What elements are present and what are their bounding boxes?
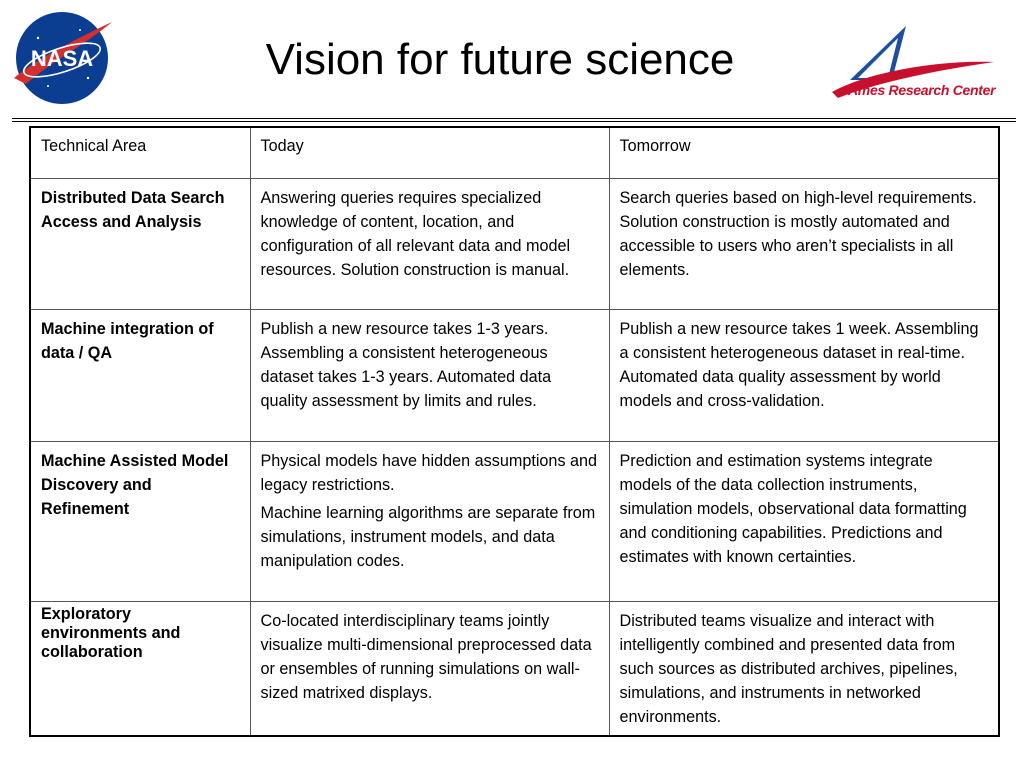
technical-area-cell: Distributed Data Search Access and Analysis: [30, 179, 250, 310]
today-text: Publish a new resource takes 1-3 years. Assembling a consistent heterogeneous dataset takes 1-3 years. Automated data quality assessment by limits and rules.: [260, 320, 552, 410]
tomorrow-cell: [609, 602, 999, 737]
today-cell: [250, 310, 609, 442]
technical-area-cell: Exploratory environments and collaboration: [30, 602, 250, 737]
header-technical-area: Technical Area: [30, 127, 250, 179]
tomorrow-cell: [609, 442, 999, 602]
technical-area-cell: Machine Assisted Model Discovery and Refinement: [30, 442, 250, 602]
tomorrow-text: Search queries based on high-level requirements. Solution construction is mostly automated and accessible to users who aren’t specialists in all elements.: [619, 189, 977, 279]
title-divider-bottom: [12, 121, 1016, 122]
header-today: Today: [250, 127, 609, 179]
table-row: [30, 310, 999, 442]
table-header-row: [30, 127, 999, 179]
tomorrow-cell: [609, 310, 999, 442]
today-text: Answering queries requires specialized knowledge of content, location, and configuration of all relevant data and model resources. Solution construction is manual.: [260, 189, 571, 279]
header-tomorrow: Tomorrow: [609, 127, 999, 179]
ames-logo-text: Ames Research Center: [848, 82, 996, 98]
slide-title: Vision for future science: [265, 35, 735, 84]
nasa-logo-text: NASA: [30, 46, 94, 71]
today-cell: [250, 602, 609, 737]
today-text: Physical models have hidden assumptions and legacy restrictions.: [260, 452, 598, 494]
tomorrow-text: Publish a new resource takes 1 week. Assembling a consistent heterogeneous dataset in real-time. Automated data quality assessment by world models and cross-validation.: [619, 320, 979, 410]
table-row: [30, 442, 999, 602]
tomorrow-text: Prediction and estimation systems integrate models of the data collection instruments, simulation models, observational data formatting and conditioning capabilities. Predictions and estimates with known certainties.: [619, 452, 967, 566]
today-text: Machine learning algorithms are separate from simulations, instrument models, and data manipulation codes.: [260, 504, 596, 570]
table-row: [30, 179, 999, 310]
title-divider-top: [12, 118, 1016, 119]
technical-area-cell: Machine integration of data / QA: [30, 310, 250, 442]
table-row: [30, 602, 999, 737]
today-text: Co-located interdisciplinary teams jointly visualize multi-dimensional preprocessed data or ensembles of running simulations on wall-sized matrixed displays.: [260, 612, 592, 702]
comparison-table: [29, 126, 1000, 737]
tomorrow-cell: [609, 179, 999, 310]
today-cell: [250, 179, 609, 310]
today-cell: [250, 442, 609, 602]
tomorrow-text: Distributed teams visualize and interact with intelligently combined and presented data from such sources as distributed archives, pipelines, simulations, and instruments in networked environments.: [619, 612, 958, 726]
